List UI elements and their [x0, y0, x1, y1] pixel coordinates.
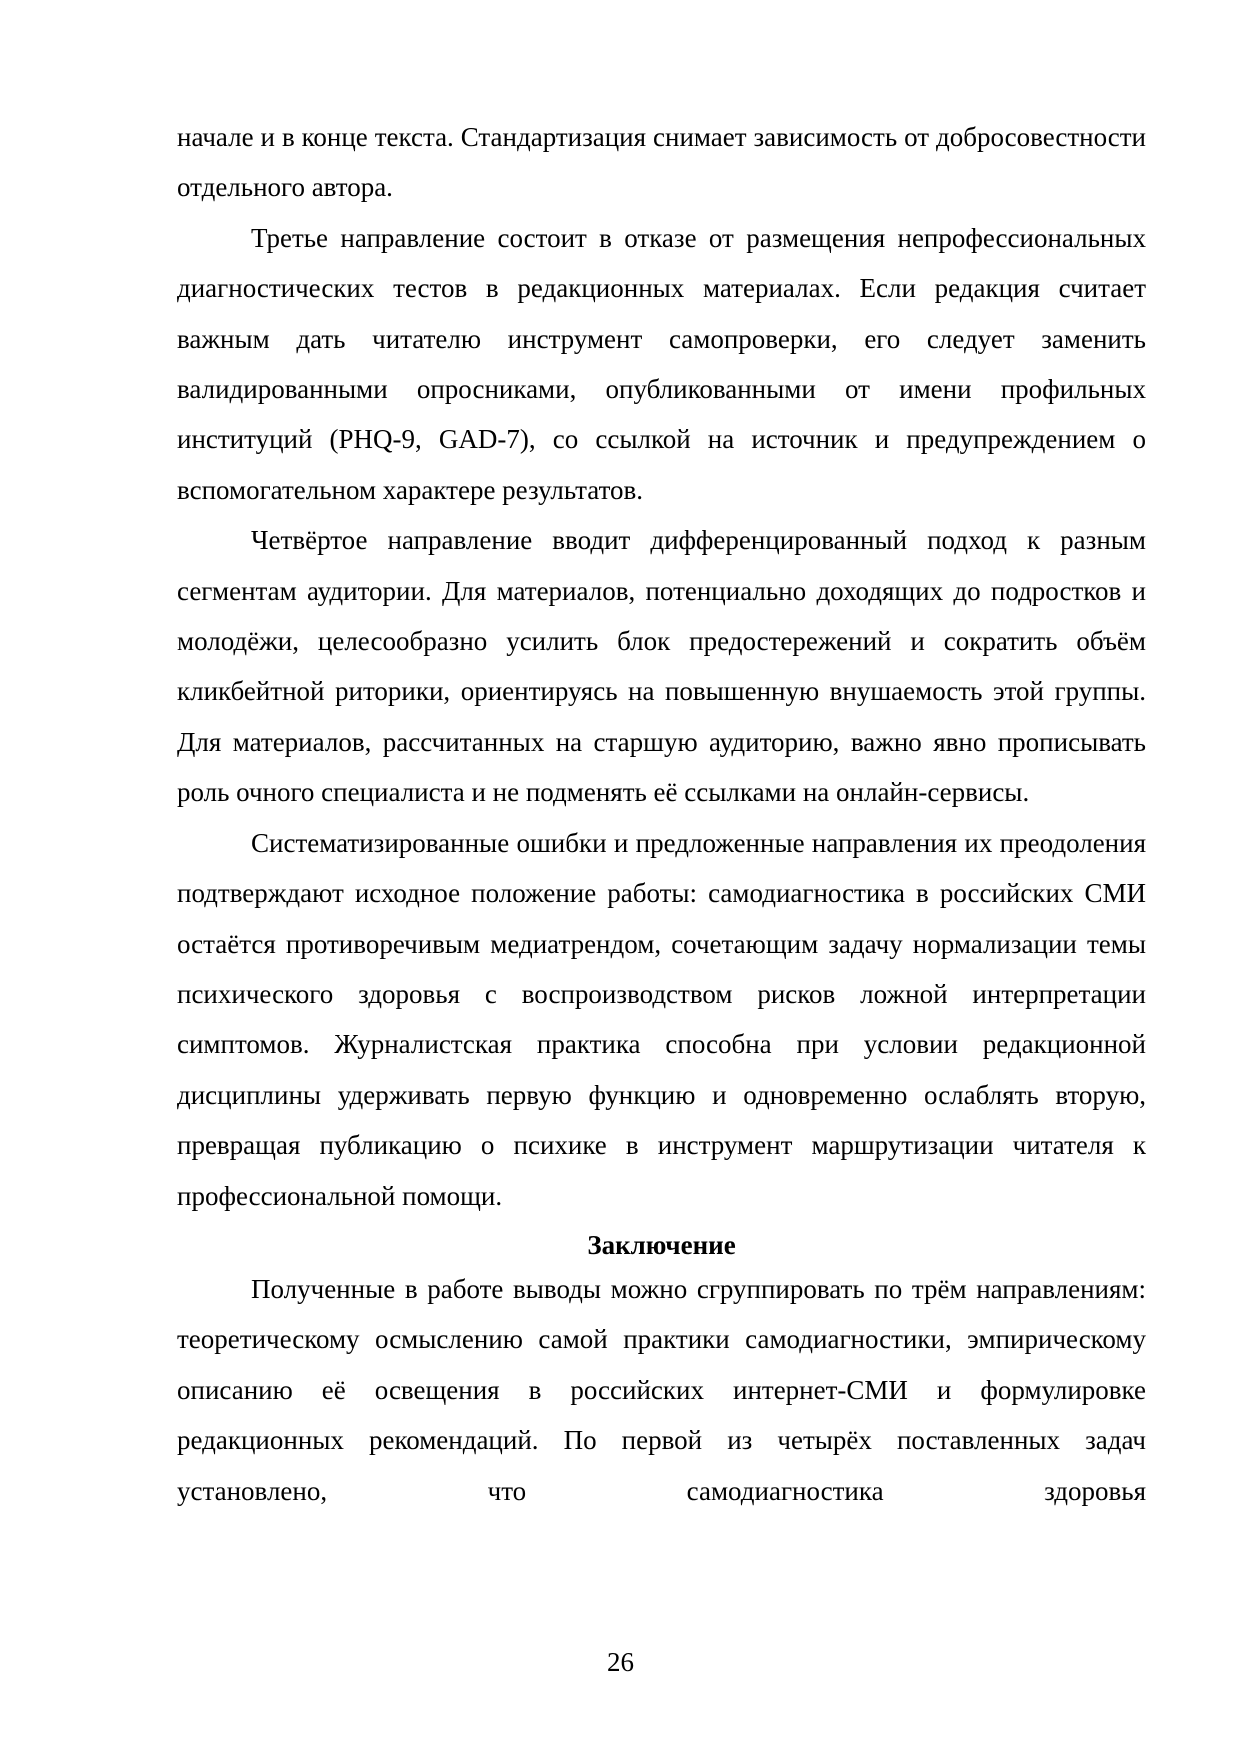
document-page: [177, 112, 1146, 1516]
paragraph-third-direction: Третье направление состоит в отказе от размещения непрофессиональных диагностических тестов в редакционных материалах. Если редакция считает важным дать читателю инструмент самопроверки, его следует заменить валидированными опросниками, опубликованными от имени профильных институций (PHQ-9, GAD-7), со ссылкой на источник и предупреждением о вспомогательном характере результатов.: [177, 222, 1146, 505]
paragraph-conclusion-intro: Полученные в работе выводы можно сгруппировать по трём направлениям: теоретическому осмыслению самой практики самодиагностики, эмпирическому описанию её освещения в российских интернет-СМИ и формулировке редакционных рекомендаций. По первой из четырёх поставленных задач установлено, что самодиагностика здоровья: [177, 1273, 1146, 1506]
paragraph-continuation: начале и в конце текста. Стандартизация снимает зависимость от добросовестности отдельного автора.: [177, 122, 1146, 203]
page-number: 26: [607, 1647, 634, 1677]
section-heading-conclusion: Заключение: [587, 1229, 736, 1260]
paragraph-fourth-direction: Четвёртое направление вводит дифференцированный подход к разным сегментам аудитории. Для материалов, потенциально доходящих до подростков и молодёжи, целесообразно усилить блок предостережений и сократить объём кликбейтной риторики, ориентируясь на повышенную внушаемость этой группы. Для материалов, рассчитанных на старшую аудиторию, важно явно прописывать роль очного специалиста и не подменять её ссылками на онлайн-сервисы.: [177, 525, 1146, 808]
paragraph-systematized-errors: Систематизированные ошибки и предложенные направления их преодоления подтверждают исходное положение работы: самодиагностика в российских СМИ остаётся противоречивым медиатрендом, сочетающим задачу нормализации темы психического здоровья с воспроизводством рисков ложной интерпретации симптомов. Журналистская практика способна при условии редакционной дисциплины удерживать первую функцию и одновременно ослаблять вторую, превращая публикацию о психике в инструмент маршрутизации читателя к профессиональной помощи.: [177, 827, 1146, 1211]
